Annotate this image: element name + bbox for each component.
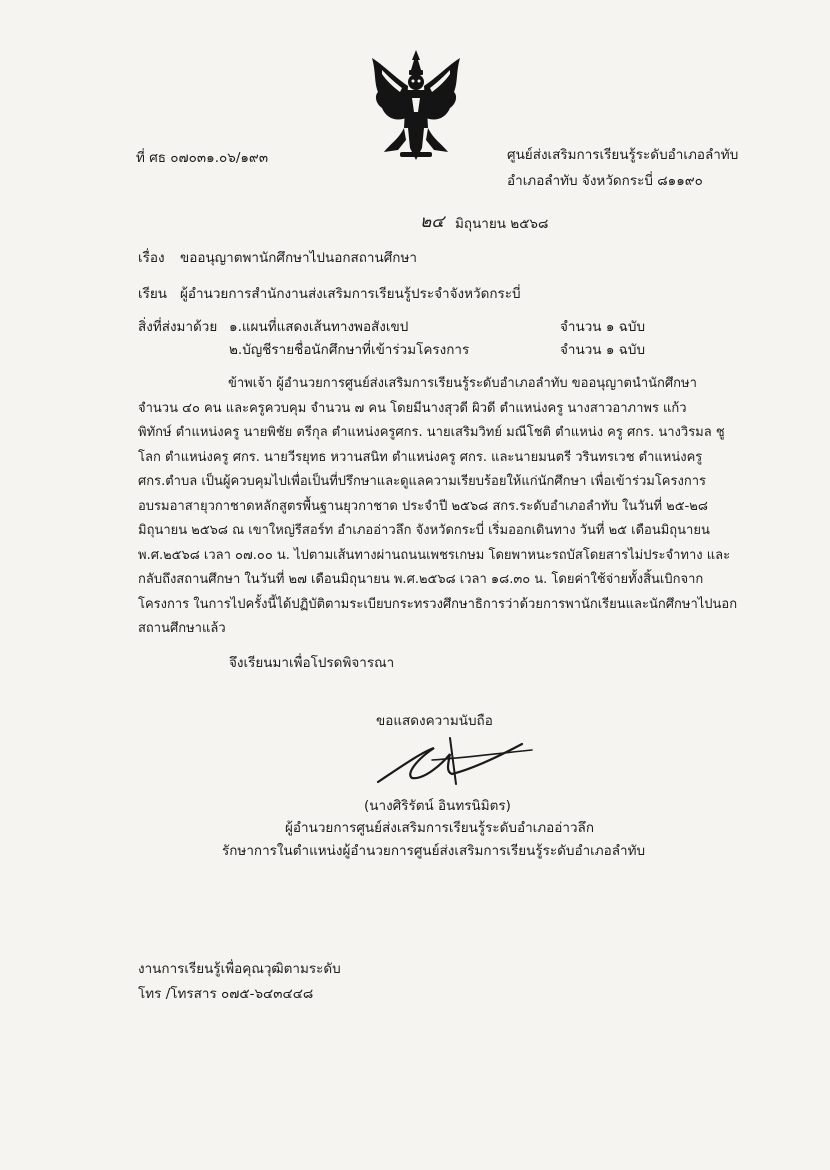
date-day: ๒๔ <box>420 212 445 232</box>
to-text: ผู้อำนวยการสำนักงานส่งเสริมการเรียนรู้ประจำจังหวัดกระบี่ <box>180 286 521 302</box>
footer-unit: งานการเรียนรู้เพื่อคุณวุฒิตามระดับ <box>138 961 341 977</box>
enclosure-item-qty: จำนวน ๑ ฉบับ <box>560 319 646 335</box>
enclosure-item-text: ๒.บัญชีรายชื่อนักศึกษาที่เข้าร่วมโครงการ <box>229 342 470 358</box>
body-line: อบรมอาสายุวกาชาดหลักสูตรพื้นฐานยุวกาชาด ประจำปี ๒๕๖๘ สกร.ระดับอำเภอลำทับ ในวันที่ ๒๕-๒๘ <box>138 498 708 514</box>
body-line: จำนวน ๔๐ คน และครูควบคุม จำนวน ๗ คน โดยมีนางสุวดี ผิวดี ตำแหน่งครู นางสาวอาภาพร แก้ว <box>138 400 687 416</box>
body-line: โลก ตำแหน่งครู ศกร. นายวีรยุทธ หวานสนิท ตำแหน่งครู ศกร. และนายมนตรี วรินทรเวช ตำแหน่งครู <box>138 449 703 465</box>
office-address: อำเภอลำทับ จังหวัดกระบี่ ๘๑๑๙๐ <box>507 173 703 189</box>
body-line: กลับถึงสถานศึกษา ในวันที่ ๒๗ เดือนมิถุนายน พ.ศ.๒๕๖๘ เวลา ๑๘.๓๐ น. โดยค่าใช้จ่ายทั้งสิ้นเบิกจาก <box>138 572 704 587</box>
closing-request: จึงเรียนมาเพื่อโปรดพิจารณา <box>229 655 395 671</box>
body-paragraph <box>138 372 738 642</box>
body-line: โครงการ ในการไปครั้งนี้ได้ปฏิบัติตามระเบียบกระทรวงศึกษาธิการว่าด้วยการพานักเรียนและนักศึกษาไปนอก <box>138 596 738 612</box>
date-month-year: มิถุนายน ๒๕๖๘ <box>455 216 549 232</box>
closing-phrase: ขอแสดงความนับถือ <box>376 713 493 729</box>
signature-icon <box>372 730 542 790</box>
to-label: เรียน <box>138 286 168 302</box>
enclosures-label: สิ่งที่ส่งมาด้วย <box>138 319 218 335</box>
subject-text: ขออนุญาตพานักศึกษาไปนอกสถานศึกษา <box>180 250 417 266</box>
body-line: ศกร.ตำบล เป็นผู้ควบคุมไปเพื่อเป็นที่ปรึกษาและดูแลความเรียบร้อยให้แก่นักศึกษา เพื่อเข้าร่วมโครงการ <box>138 474 706 489</box>
reference-number: ที่ ศธ ๐๗๐๓๑.๐๖/๑๙๓ <box>136 150 269 166</box>
enclosure-item-qty: จำนวน ๑ ฉบับ <box>560 342 646 358</box>
body-line: ข้าพเจ้า ผู้อำนวยการศูนย์ส่งเสริมการเรียนรู้ระดับอำเภอลำทับ ขออนุญาตนำนักศึกษา <box>228 376 697 391</box>
signer-name: (นางศิริรัตน์ อินทรนิมิตร) <box>364 798 511 814</box>
signer-acting-position: รักษาการในตำแหน่งผู้อำนวยการศูนย์ส่งเสริมการเรียนรู้ระดับอำเภอลำทับ <box>222 843 646 859</box>
garuda-emblem-icon <box>368 48 464 166</box>
body-line: สถานศึกษาแล้ว <box>138 621 226 636</box>
body-line: มิถุนายน ๒๕๖๘ ณ เขาใหญ่รีสอร์ท อำเภออ่าวลึก จังหวัดกระบี่ เริ่มออกเดินทาง วันที่ ๒๕ เดือนมิถุนายน <box>138 523 710 538</box>
signer-position: ผู้อำนวยการศูนย์ส่งเสริมการเรียนรู้ระดับอำเภออ่าวลึก <box>285 820 594 836</box>
enclosure-item-text: ๑.แผนที่แสดงเส้นทางพอสังเขป <box>229 319 409 335</box>
subject-label: เรื่อง <box>138 250 165 266</box>
office-name: ศูนย์ส่งเสริมการเรียนรู้ระดับอำเภอลำทับ <box>507 147 739 163</box>
body-line: พ.ศ.๒๕๖๘ เวลา ๐๗.๐๐ น. ไปตามเส้นทางผ่านถนนเพชรเกษม โดยพาหนะรถบัสโดยสารไม่ประจำทาง และ <box>138 547 731 563</box>
body-line: พิทักษ์ ตำแหน่งครู นายพิชัย ตรีกุล ตำแหน่งครูศกร. นายเสริมวิทย์ มณีโชติ ตำแหน่ง ครู ศกร. นางวิรมล ชู <box>138 425 725 440</box>
footer-phone: โทร /โทรสาร ๐๗๕-๖๔๓๔๔๘ <box>138 986 314 1002</box>
